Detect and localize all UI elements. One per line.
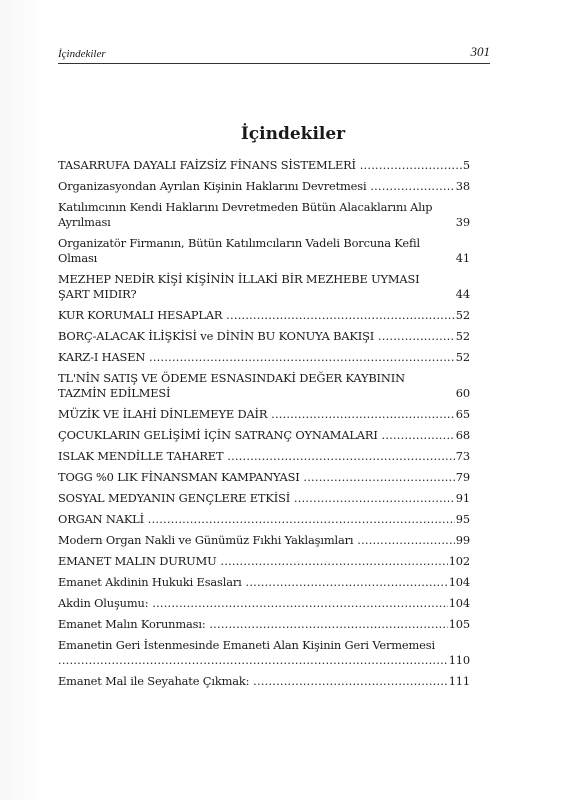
toc-entry-title: Emanetin Geri İstenmesinde Emaneti Alan Kişinin Geri Vermemesi .....: [58, 638, 470, 668]
toc-entry-title: EMANET MALIN DURUMU .....: [58, 554, 470, 569]
toc-entry-page: 105: [448, 617, 470, 631]
toc-entry-page: 99: [455, 533, 470, 547]
toc-entry-page: 104: [448, 596, 470, 610]
toc-entry-page: 44: [455, 287, 470, 301]
toc-entry-title: Emanet Mal ile Seyahate Çıkmak: .....: [58, 674, 470, 689]
toc-entry[interactable]: [58, 308, 470, 323]
toc-entry-title: Organizatör Firmanın, Bütün Katılımcıların Vadeli Borcuna Kefil Olması .....: [58, 236, 470, 266]
toc-entry[interactable]: [58, 200, 470, 230]
toc-entry-title: ISLAK MENDİLLE TAHARET .....: [58, 449, 470, 464]
toc-entry-title: MÜZİK VE İLAHİ DİNLEMEYE DAİR .....: [58, 407, 470, 422]
toc-entry[interactable]: [58, 350, 470, 365]
running-header: [58, 44, 490, 60]
toc-entry[interactable]: [58, 158, 470, 173]
toc-entry-title: Akdin Oluşumu: .....: [58, 596, 470, 611]
toc-entry[interactable]: [58, 272, 470, 302]
toc-entry[interactable]: [58, 596, 470, 611]
toc-entry-title: KUR KORUMALI HESAPLAR .....: [58, 308, 470, 323]
toc-entry[interactable]: [58, 575, 470, 590]
toc-entry-page: 111: [448, 674, 470, 688]
toc-entry-page: 104: [448, 575, 470, 589]
toc-entry-page: 60: [455, 386, 470, 400]
toc-entry-page: 79: [455, 470, 470, 484]
page-edge-shadow: [0, 0, 48, 800]
toc-entry-page: 68: [455, 428, 470, 442]
toc-entry-title: BORÇ-ALACAK İLİŞKİSİ ve DİNİN BU KONUYA BAKIŞI .....: [58, 329, 470, 344]
toc-entry-title: Katılımcının Kendi Haklarını Devretmeden Bütün Alacaklarını Alıp Ayrılması .....: [58, 200, 470, 230]
toc-entry-title: TASARRUFA DAYALI FAİZSİZ FİNANS SİSTEMLERİ .....: [58, 158, 470, 173]
toc-entry-page: 41: [455, 251, 470, 265]
toc-entry-page: 52: [455, 350, 470, 364]
toc-entry-title: KARZ-I HASEN .....: [58, 350, 470, 365]
toc-entry[interactable]: [58, 407, 470, 422]
toc-entry[interactable]: [58, 179, 470, 194]
toc-heading: İçindekiler: [240, 124, 346, 144]
toc-entry-page: 52: [455, 329, 470, 343]
toc-entry[interactable]: [58, 449, 470, 464]
toc-entry[interactable]: [58, 236, 470, 266]
toc-entry-page: 110: [448, 653, 470, 667]
toc-entry-page: 91: [455, 491, 470, 505]
toc-entry-page: 102: [448, 554, 470, 568]
toc-entry-title: TOGG %0 LIK FİNANSMAN KAMPANYASI .....: [58, 470, 470, 485]
table-of-contents: [58, 158, 470, 695]
toc-entry-title: Organizasyondan Ayrılan Kişinin Haklarını Devretmesi .....: [58, 179, 470, 194]
toc-entry-page: 5: [462, 158, 470, 172]
toc-entry[interactable]: [58, 554, 470, 569]
toc-entry[interactable]: [58, 638, 470, 668]
toc-entry-title: ÇOCUKLARIN GELİŞİMİ İÇİN SATRANÇ OYNAMALARI .....: [58, 428, 470, 443]
header-rule: [58, 63, 490, 64]
toc-entry-title: TL'NİN SATIŞ VE ÖDEME ESNASINDAKİ DEĞER KAYBININ TAZMİN EDİLMESİ .....: [58, 371, 470, 401]
toc-entry-title: Modern Organ Nakli ve Günümüz Fıkhi Yaklaşımları .....: [58, 533, 470, 548]
running-header-page-number: 301: [470, 44, 490, 59]
toc-entry-title: Emanet Malın Korunması: .....: [58, 617, 470, 632]
toc-entry[interactable]: [58, 371, 470, 401]
running-header-title: İçindekiler: [58, 48, 106, 60]
toc-entry[interactable]: [58, 491, 470, 506]
toc-entry[interactable]: [58, 428, 470, 443]
toc-entry-page: 95: [455, 512, 470, 526]
toc-entry[interactable]: [58, 617, 470, 632]
toc-entry-title: MEZHEP NEDİR KİŞİ KİŞİNİN İLLAKİ BİR MEZHEBE UYMASI ŞART MIDIR? .....: [58, 272, 470, 302]
toc-entry-page: 38: [455, 179, 470, 193]
toc-entry-title: SOSYAL MEDYANIN GENÇLERE ETKİSİ .....: [58, 491, 470, 506]
toc-entry[interactable]: [58, 470, 470, 485]
toc-entry-page: 65: [455, 407, 470, 421]
toc-entry-page: 73: [455, 449, 470, 463]
toc-entry[interactable]: [58, 674, 470, 689]
toc-entry-title: Emanet Akdinin Hukuki Esasları .....: [58, 575, 470, 590]
toc-entry-page: 39: [455, 215, 470, 229]
toc-entry[interactable]: [58, 329, 470, 344]
toc-entry[interactable]: [58, 512, 470, 527]
toc-entry[interactable]: [58, 533, 470, 548]
toc-entry-page: 52: [455, 308, 470, 322]
toc-entry-title: ORGAN NAKLİ .....: [58, 512, 470, 527]
